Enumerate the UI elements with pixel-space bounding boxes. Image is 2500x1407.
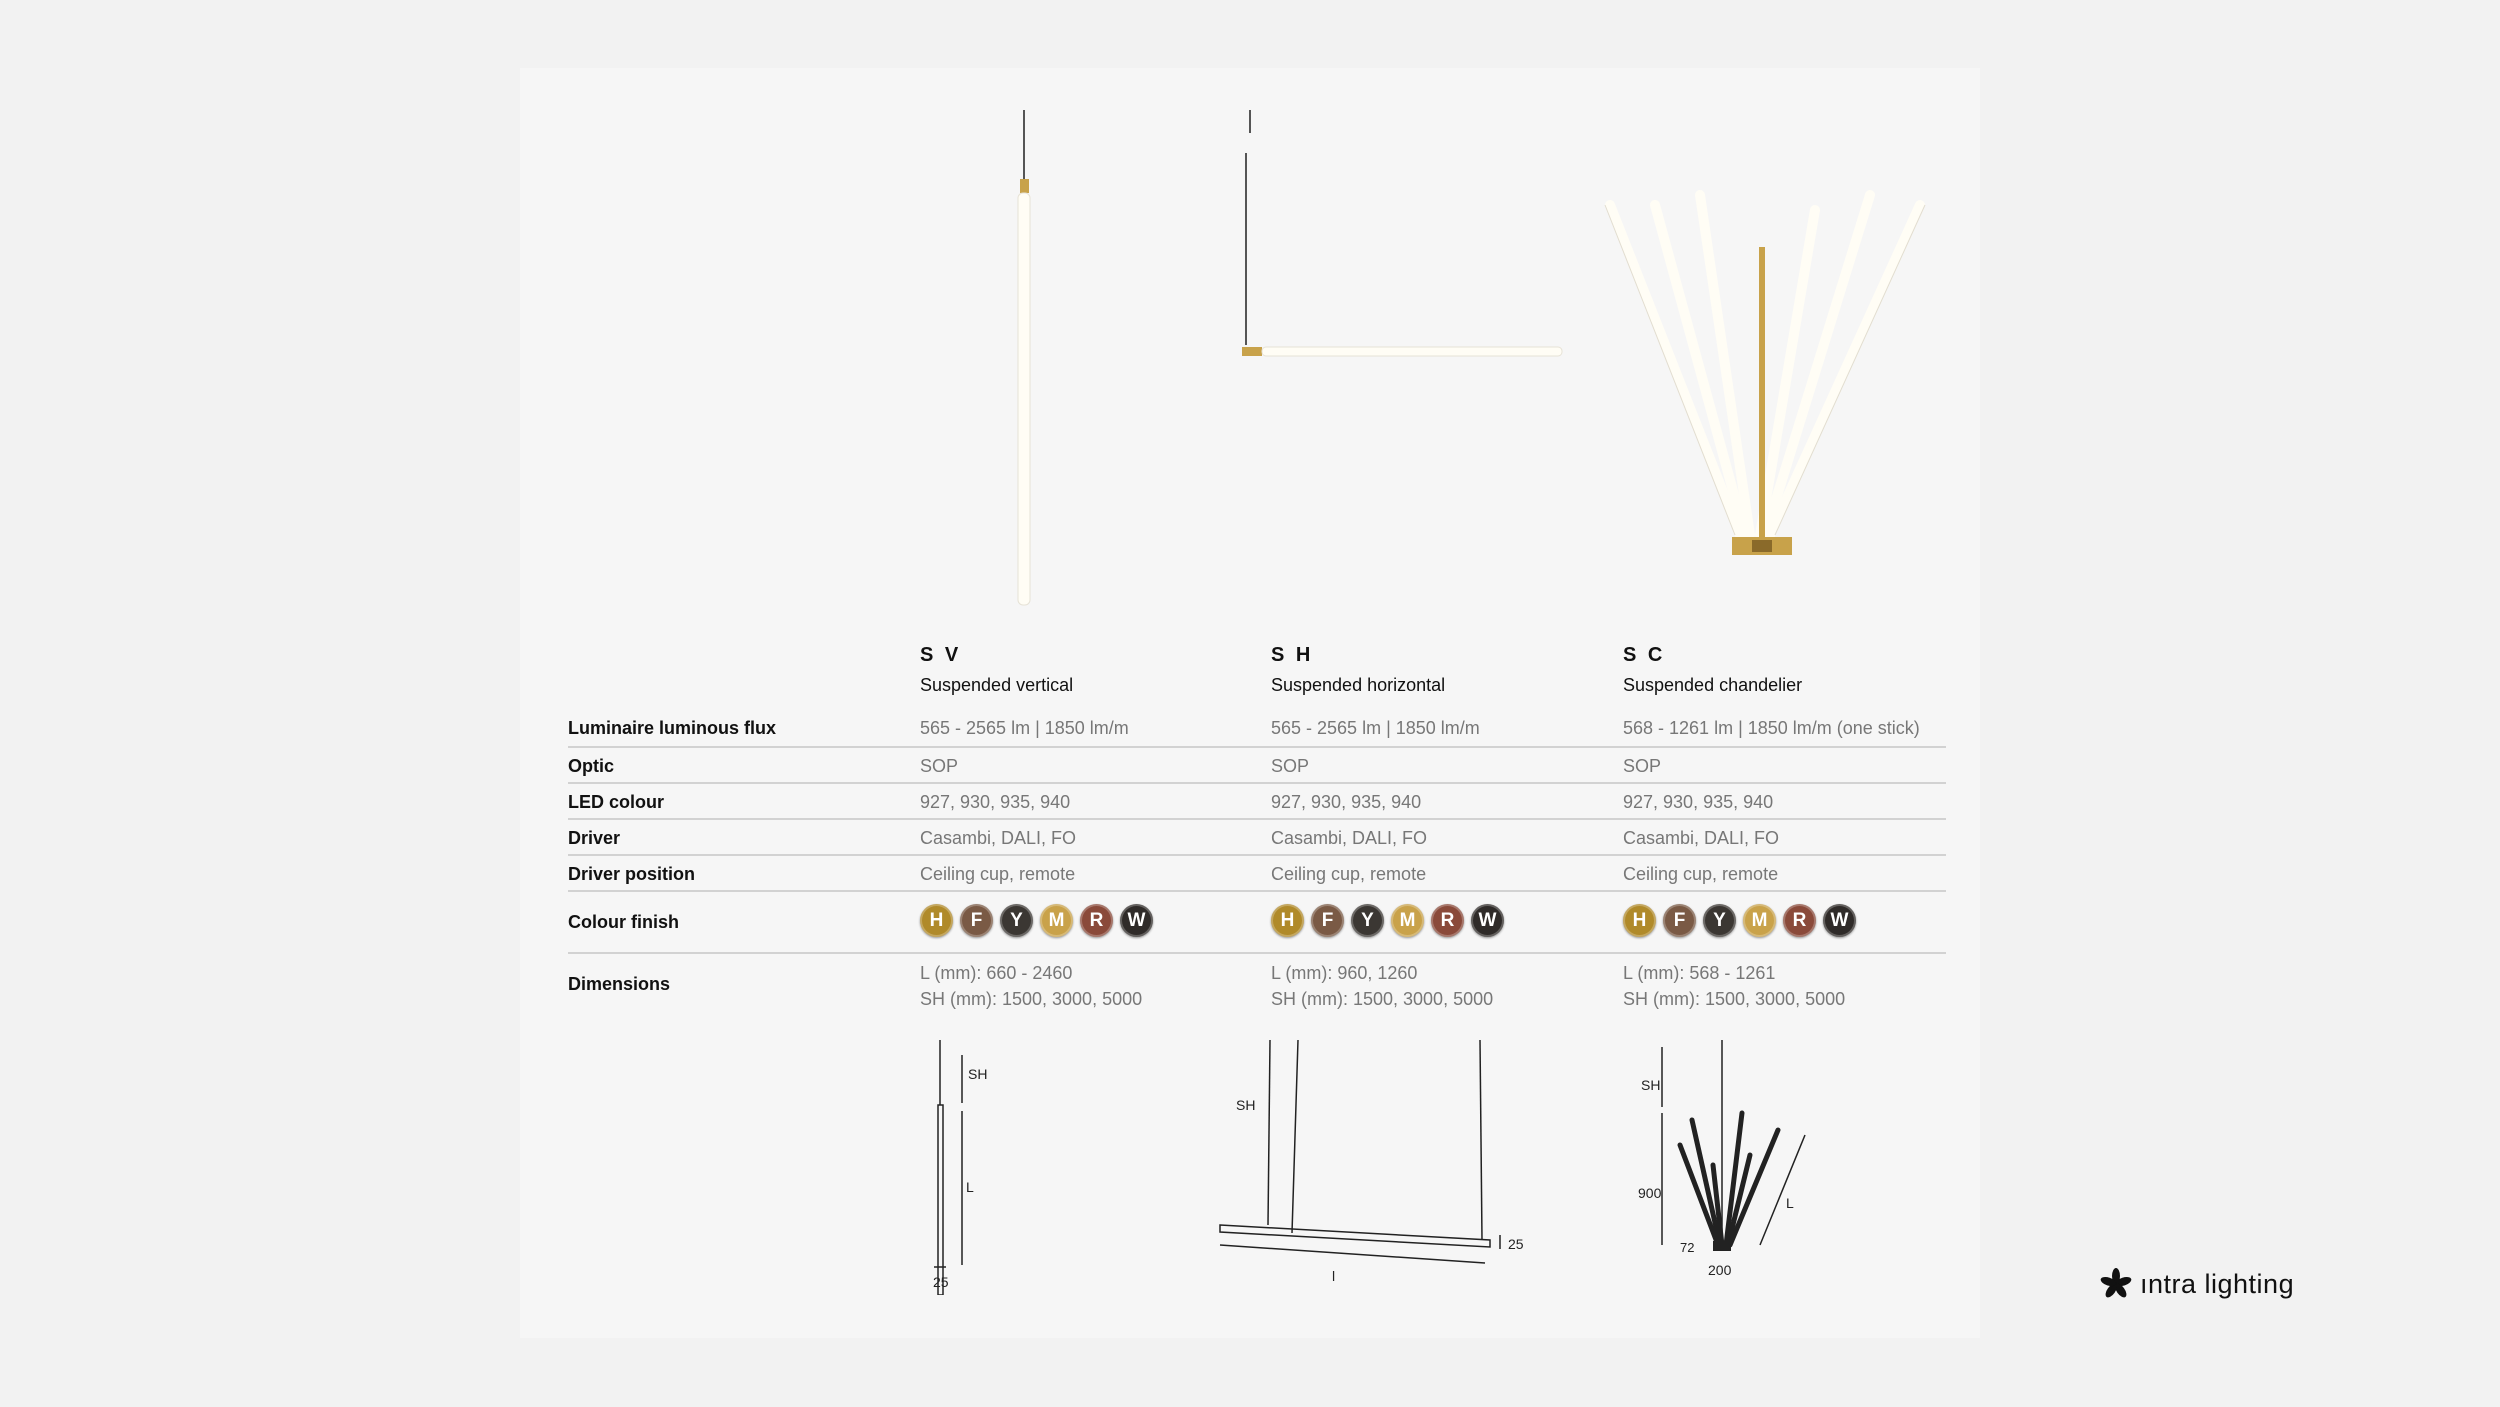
- product-image-vertical: [1000, 105, 1060, 615]
- spec-row-led-colour: [568, 784, 1946, 820]
- finish-swatches: [920, 904, 1153, 937]
- spec-value: 927, 930, 935, 940: [1271, 792, 1422, 812]
- finish-swatch-r: R: [1080, 904, 1113, 937]
- finish-swatch-f: F: [960, 904, 993, 937]
- spec-table: [568, 712, 1946, 1024]
- spec-row-colour-finish: [568, 892, 1946, 954]
- drawing-label: SH: [1641, 1077, 1661, 1093]
- finish-swatches: [1271, 904, 1504, 937]
- spec-label: Optic: [568, 756, 615, 776]
- product-code: S C: [1623, 644, 1666, 666]
- dimension-values: [920, 960, 1142, 1012]
- spec-value: SOP: [1271, 756, 1310, 776]
- spec-value: Casambi, DALI, FO: [1623, 828, 1780, 848]
- finish-swatch-y: Y: [1703, 904, 1736, 937]
- spec-value: 927, 930, 935, 940: [1623, 792, 1774, 812]
- spec-row-driver-position: [568, 856, 1946, 892]
- dimension-suspension: SH (mm): 1500, 3000, 5000: [1623, 989, 1846, 1009]
- product-name: Suspended horizontal: [1271, 675, 1446, 695]
- drawing-horizontal: [1210, 1035, 1540, 1295]
- finish-swatch-m: M: [1391, 904, 1424, 937]
- drawing-label: L: [1786, 1195, 1794, 1211]
- finish-swatch-r: R: [1783, 904, 1816, 937]
- drawing-label: l: [1332, 1268, 1336, 1284]
- drawing-chandelier: [1630, 1035, 1830, 1285]
- finish-swatch-h: H: [1271, 904, 1304, 937]
- product-header-sc: [1623, 644, 1802, 696]
- drawing-label: SH: [1236, 1097, 1256, 1113]
- spec-value: Ceiling cup, remote: [1271, 864, 1427, 884]
- finish-swatch-w: W: [1823, 904, 1856, 937]
- drawing-vertical: [920, 1035, 1000, 1295]
- spec-label: Driver position: [568, 864, 696, 884]
- brand-name: ıntra lighting: [2140, 1268, 2295, 1299]
- drawing-label: 25: [1508, 1236, 1524, 1252]
- spec-label: Luminaire luminous flux: [568, 718, 777, 738]
- finish-swatch-h: H: [1623, 904, 1656, 937]
- spec-value: 565 - 2565 lm | 1850 lm/m: [1271, 718, 1480, 738]
- product-image-chandelier: [1590, 185, 1940, 565]
- spec-label: Dimensions: [568, 974, 671, 994]
- product-image-horizontal: [1230, 105, 1570, 375]
- finish-swatch-w: W: [1471, 904, 1504, 937]
- product-name: Suspended chandelier: [1623, 675, 1803, 695]
- drawing-label: SH: [968, 1066, 988, 1082]
- spec-value: SOP: [920, 756, 959, 776]
- spec-value: 565 - 2565 lm | 1850 lm/m: [920, 718, 1129, 738]
- finish-swatch-h: H: [920, 904, 953, 937]
- spec-row-flux: [568, 712, 1946, 748]
- product-code: S V: [920, 644, 962, 666]
- spec-label: Driver: [568, 828, 621, 848]
- spec-value: 568 - 1261 lm | 1850 lm/m (one stick): [1623, 718, 1920, 738]
- dimension-suspension: SH (mm): 1500, 3000, 5000: [920, 989, 1143, 1009]
- product-header-sv: [920, 644, 1073, 696]
- finish-swatches: [1623, 904, 1856, 937]
- dimension-length: L (mm): 568 - 1261: [1623, 963, 1776, 983]
- spec-value: Ceiling cup, remote: [1623, 864, 1779, 884]
- product-header-sh: [1271, 644, 1445, 696]
- finish-swatch-r: R: [1431, 904, 1464, 937]
- drawing-label: 200: [1708, 1262, 1732, 1278]
- finish-swatch-f: F: [1311, 904, 1344, 937]
- spec-value: Casambi, DALI, FO: [1271, 828, 1428, 848]
- dimension-length: L (mm): 660 - 2460: [920, 963, 1073, 983]
- spec-value: SOP: [1623, 756, 1662, 776]
- spec-row-dimensions: [568, 954, 1946, 1024]
- finish-swatch-f: F: [1663, 904, 1696, 937]
- drawing-label: L: [966, 1179, 974, 1195]
- spec-value: Casambi, DALI, FO: [920, 828, 1077, 848]
- spec-row-driver: [568, 820, 1946, 856]
- dimension-values: [1623, 960, 1845, 1012]
- dimension-length: L (mm): 960, 1260: [1271, 963, 1418, 983]
- dimension-values: [1271, 960, 1493, 1012]
- spec-label: Colour finish: [568, 912, 679, 932]
- finish-swatch-y: Y: [1351, 904, 1384, 937]
- drawing-label: 25: [933, 1274, 949, 1290]
- drawing-label: 900: [1638, 1185, 1662, 1201]
- product-code: S H: [1271, 644, 1314, 666]
- spec-row-optic: [568, 748, 1946, 784]
- product-name: Suspended vertical: [920, 675, 1074, 695]
- finish-swatch-w: W: [1120, 904, 1153, 937]
- dimension-suspension: SH (mm): 1500, 3000, 5000: [1271, 989, 1494, 1009]
- spec-value: Ceiling cup, remote: [920, 864, 1076, 884]
- asterisk-logo-icon: [2100, 1268, 2132, 1300]
- drawing-label: 72: [1680, 1240, 1695, 1255]
- finish-swatch-m: M: [1743, 904, 1776, 937]
- brand-logo: [2100, 1268, 2294, 1300]
- finish-swatch-y: Y: [1000, 904, 1033, 937]
- finish-swatch-m: M: [1040, 904, 1073, 937]
- spec-value: 927, 930, 935, 940: [920, 792, 1071, 812]
- spec-label: LED colour: [568, 792, 665, 812]
